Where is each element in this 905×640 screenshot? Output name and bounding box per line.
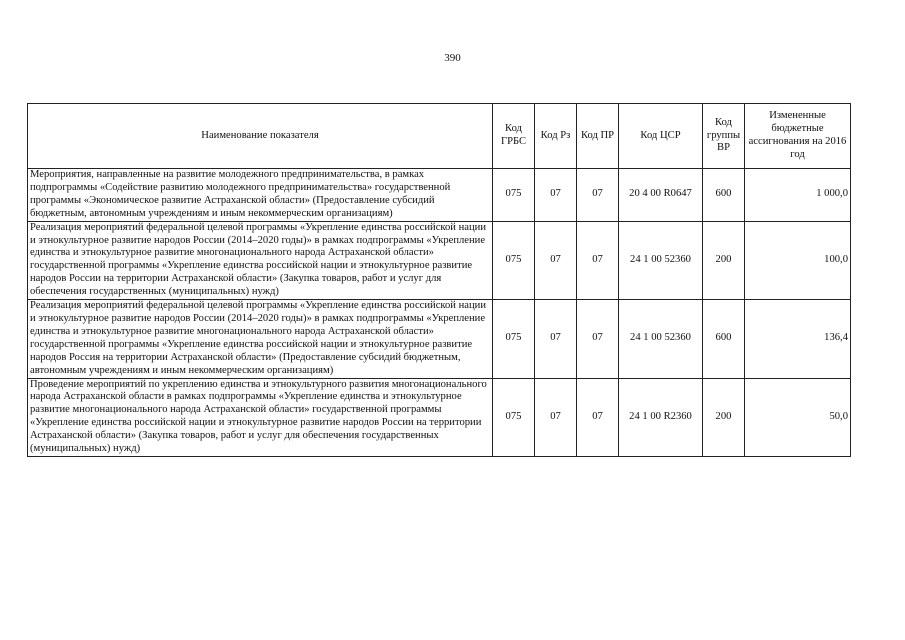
row-grbs: 075: [493, 169, 535, 222]
header-name: Наименование показателя: [28, 104, 493, 169]
row-csr: 24 1 00 52360: [619, 221, 703, 299]
row-rz: 07: [535, 300, 577, 378]
budget-table: [27, 103, 851, 457]
header-vr: Код группы ВР: [703, 104, 745, 169]
header-row: [28, 104, 851, 169]
row-csr: 24 1 00 52360: [619, 300, 703, 378]
header-amount: Измененные бюджетные ассигнования на 2016 год: [745, 104, 851, 169]
row-amount: 136,4: [745, 300, 851, 378]
row-name: Реализация мероприятий федеральной целевой программы «Укрепление единства российской нации и этнокультурное развитие народов России (2014–2020 годы)» в рамках подпрограммы «Укрепление единства и этнокультурное развитие многонационального народа Астраханской области» государственной программы «Укрепление единства российской нации и этнокультурное развитие народов России на территории Астраханской области» (Закупка товаров, работ и услуг для обеспечения государственных (муниципальных) нужд): [28, 221, 493, 299]
row-pr: 07: [577, 300, 619, 378]
row-pr: 07: [577, 221, 619, 299]
table-row: [28, 169, 851, 222]
header-grbs: Код ГРБС: [493, 104, 535, 169]
row-pr: 07: [577, 378, 619, 456]
row-csr: 24 1 00 R2360: [619, 378, 703, 456]
row-name: Мероприятия, направленные на развитие молодежного предпринимательства, в рамках подпрограммы «Содействие развитию молодежного предпринимательства» государственной программы «Экономическое развитие Астраханской области» (Предоставление субсидий бюджетным, автономным учреждениям и иным некоммерческим организациям): [28, 169, 493, 222]
table-row: [28, 221, 851, 299]
table-row: [28, 378, 851, 456]
row-rz: 07: [535, 221, 577, 299]
row-csr: 20 4 00 R0647: [619, 169, 703, 222]
row-amount: 1 000,0: [745, 169, 851, 222]
row-grbs: 075: [493, 221, 535, 299]
row-amount: 100,0: [745, 221, 851, 299]
row-pr: 07: [577, 169, 619, 222]
row-grbs: 075: [493, 378, 535, 456]
row-vr: 600: [703, 300, 745, 378]
header-rz: Код Рз: [535, 104, 577, 169]
header-pr: Код ПР: [577, 104, 619, 169]
row-name: Реализация мероприятий федеральной целевой программы «Укрепление единства российской нации и этнокультурное развитие народов России (2014–2020 годы)» в рамках подпрограммы «Укрепление единства и этнокультурное развитие многонационального народа Астраханской области» государственной программы «Укрепление единства российской нации и этнокультурное развитие народов Россия на территории Астраханской области» (Предоставление субсидий бюджетным, автономным учреждениям и иным некоммерческим организациям): [28, 300, 493, 378]
header-csr: Код ЦСР: [619, 104, 703, 169]
row-vr: 200: [703, 378, 745, 456]
row-grbs: 075: [493, 300, 535, 378]
page-number: 390: [444, 52, 461, 64]
row-amount: 50,0: [745, 378, 851, 456]
row-name: Проведение мероприятий по укреплению единства и этнокультурного развития многонационального народа Астраханской области в рамках подпрограммы «Укрепление единства и этнокультурное развитие многонационального народа Астраханской области» государственной программы «Укрепление единства российской нации и этнокультурное развитие народов России на территории Астраханской области» (Закупка товаров, работ и услуг для обеспечения государственных (муниципальных) нужд): [28, 378, 493, 456]
row-vr: 200: [703, 221, 745, 299]
row-rz: 07: [535, 378, 577, 456]
table-row: [28, 300, 851, 378]
row-vr: 600: [703, 169, 745, 222]
row-rz: 07: [535, 169, 577, 222]
